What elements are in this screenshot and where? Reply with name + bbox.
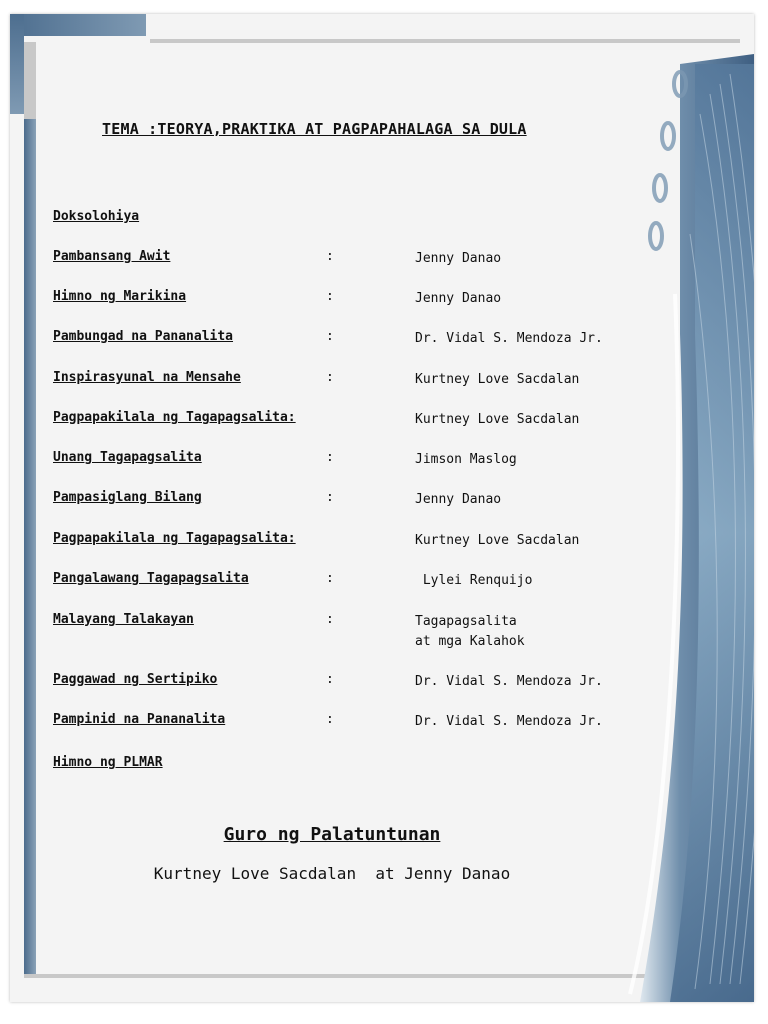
program-item-value: Dr. Vidal S. Mendoza Jr. xyxy=(415,331,603,346)
program-item-colon: : xyxy=(326,612,334,627)
program-item-value: Kurtney Love Sacdalan xyxy=(415,533,580,548)
program-item-label: Malayang Talakayan xyxy=(53,612,194,627)
program-item-label: Doksolohiya xyxy=(53,209,140,224)
guro-heading: Guro ng Palatuntunan xyxy=(223,824,441,845)
program-item-label: Pagpapakilala ng Tagapagsalita: xyxy=(53,531,296,546)
program-item-label: Himno ng PLMAR xyxy=(53,755,163,770)
program-item-label: Pangalawang Tagapagsalita xyxy=(53,571,249,586)
program-item-value: Dr. Vidal S. Mendoza Jr. xyxy=(415,674,603,689)
program-item-label: Himno ng Marikina xyxy=(53,289,187,304)
program-item-label: Pambansang Awit xyxy=(53,249,171,264)
program-item-colon: : xyxy=(326,289,334,304)
page-title: TEMA :TEORYA,PRAKTIKA AT PAGPAPAHALAGA SA DULA xyxy=(102,120,527,138)
program-item-colon: : xyxy=(326,571,334,586)
program-item-value: Lylei Renquijo xyxy=(415,573,533,588)
program-content xyxy=(10,14,754,1002)
program-item-value: Tagapagsalita at mga Kalahok xyxy=(415,614,525,649)
program-item-label: Unang Tagapagsalita xyxy=(53,450,202,465)
program-item-colon: : xyxy=(326,672,334,687)
program-item-value: Jenny Danao xyxy=(415,251,502,266)
program-item-value: Dr. Vidal S. Mendoza Jr. xyxy=(415,714,603,729)
program-item-colon: : xyxy=(326,249,334,264)
guro-names: Kurtney Love Sacdalan at Jenny Danao xyxy=(153,864,511,883)
program-item-label: Pagpapakilala ng Tagapagsalita: xyxy=(53,410,296,425)
program-item-label: Pampasiglang Bilang xyxy=(53,490,202,505)
program-item-value: Jenny Danao xyxy=(415,291,502,306)
program-item-label: Inspirasyunal na Mensahe xyxy=(53,370,241,385)
program-item-label: Pambungad na Pananalita xyxy=(53,329,234,344)
program-item-value: Jimson Maslog xyxy=(415,452,517,467)
program-item-colon: : xyxy=(326,329,334,344)
program-item-colon: : xyxy=(326,370,334,385)
program-item-value: Jenny Danao xyxy=(415,492,502,507)
program-item-label: Paggawad ng Sertipiko xyxy=(53,672,218,687)
document-page xyxy=(10,14,754,1002)
program-item-colon: : xyxy=(326,490,334,505)
program-item-colon: : xyxy=(326,712,334,727)
program-item-value: Kurtney Love Sacdalan xyxy=(415,412,580,427)
program-item-label: Pampinid na Pananalita xyxy=(53,712,226,727)
program-item-value: Kurtney Love Sacdalan xyxy=(415,372,580,387)
program-item-colon: : xyxy=(326,450,334,465)
